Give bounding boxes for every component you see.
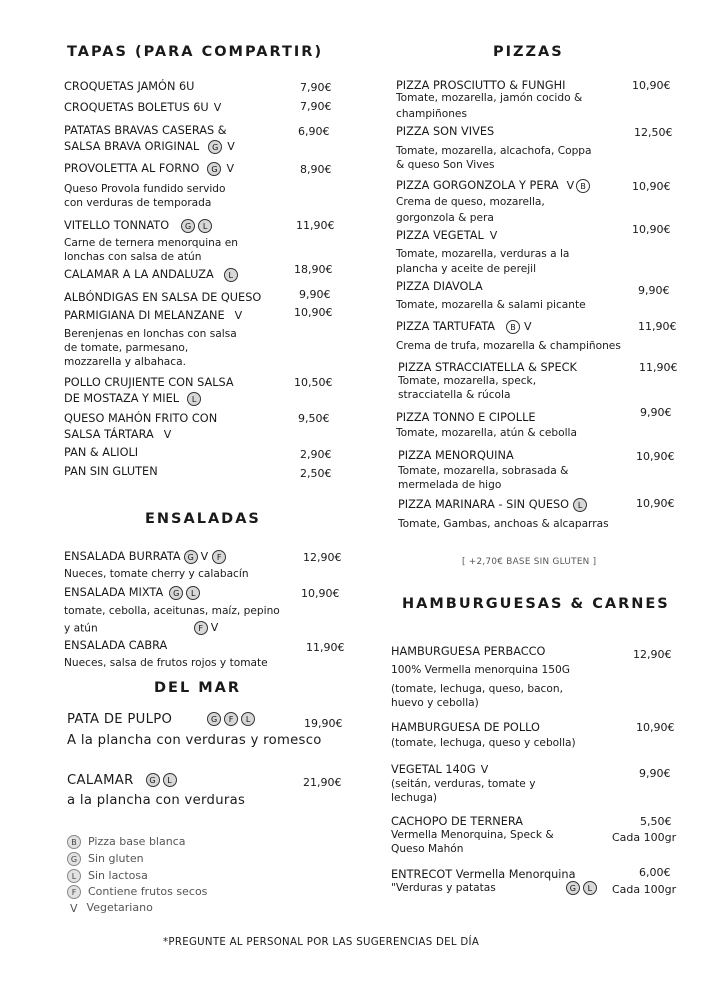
- tapas-item-name: [64, 268, 238, 282]
- lactose-free-icon: L: [187, 392, 201, 406]
- vegetarian-icon: V: [213, 101, 222, 114]
- pizza-item-name: [396, 229, 497, 243]
- tapas-item-name-line2: [64, 140, 235, 154]
- tapas-item-name: [64, 101, 221, 115]
- vegetarian-icon: V: [480, 763, 489, 776]
- tapas-item-price: 10,50€: [294, 376, 333, 389]
- legend-label: Vegetariano: [86, 901, 153, 914]
- tapas-item-name: CROQUETAS JAMÓN 6U: [64, 80, 195, 93]
- pizza-item-desc: Tomate, mozarella, alcachofa, Coppa: [396, 145, 592, 157]
- tapas-item-name: POLLO CRUJIENTE CON SALSA: [64, 376, 234, 389]
- ensalada-item-price: 10,90€: [301, 587, 340, 600]
- nuts-icon: F: [67, 885, 81, 899]
- white-base-icon: B: [506, 320, 520, 334]
- tapas-item-name: PAN & ALIOLI: [64, 446, 139, 459]
- pizza-item-desc: Tomate, Gambas, anchoas & alcaparras: [398, 518, 609, 530]
- ensalada-item-desc-text: y atún: [64, 622, 98, 635]
- vegetarian-icon: V: [489, 229, 498, 242]
- section-title-tapas: TAPAS (PARA COMPARTIR): [67, 44, 324, 60]
- pizza-item-label: PIZZA VEGETAL: [396, 229, 484, 242]
- pizza-item-desc: Tomate, mozarella, jamón cocido &: [396, 92, 583, 104]
- tapas-item-name: PATATAS BRAVAS CASERAS &: [64, 124, 227, 137]
- gluten-free-icon: G: [566, 881, 580, 895]
- tapas-item-name: [64, 162, 234, 176]
- burger-item-name: ENTRECOT Vermella Menorquina: [391, 868, 576, 881]
- pizza-item-desc: champiñones: [396, 108, 467, 120]
- vegetarian-icon: V: [234, 309, 243, 322]
- vegetarian-icon: V: [200, 550, 209, 563]
- section-title-pizzas: PIZZAS: [493, 44, 564, 60]
- tapas-item-desc: mozzarella y albahaca.: [64, 356, 186, 368]
- tapas-item-label: DE MOSTAZA Y MIEL: [64, 392, 180, 405]
- tapas-item-label: SALSA TÁRTARA: [64, 428, 154, 441]
- pizza-item-name: PIZZA PROSCIUTTO & FUNGHI: [396, 79, 566, 92]
- gluten-free-icon: G: [67, 852, 81, 866]
- vegetarian-icon: V: [226, 162, 234, 175]
- tapas-item-desc: lonchas con salsa de atún: [64, 251, 202, 263]
- white-base-icon: B: [67, 835, 81, 849]
- pizza-item-desc: mermelada de higo: [398, 479, 502, 491]
- daily-suggestions-note: *PREGUNTE AL PERSONAL POR LAS SUGERENCIAS DEL DÍA: [163, 937, 480, 948]
- lactose-free-icon: L: [198, 219, 212, 233]
- tapas-item-name: [64, 219, 212, 233]
- burger-item-desc: [391, 881, 597, 896]
- legend-label: Sin lactosa: [88, 869, 148, 882]
- pizza-item-price: 10,90€: [632, 180, 671, 193]
- pizza-item-desc: & queso Son Vives: [396, 159, 495, 171]
- gluten-free-icon: G: [181, 219, 195, 233]
- gluten-free-icon: G: [207, 712, 221, 726]
- pizza-item-desc: Crema de queso, mozarella,: [396, 196, 545, 208]
- pizza-item-desc: plancha y aceite de perejil: [396, 263, 537, 275]
- vegetarian-icon: V: [566, 179, 575, 192]
- burger-item-desc: (tomate, lechuga, queso, bacon,: [391, 683, 563, 695]
- legend-label: Sin gluten: [88, 852, 144, 865]
- ensalada-item-name: ENSALADA CABRA: [64, 639, 168, 652]
- gluten-free-icon: G: [184, 550, 198, 564]
- tapas-item-price: 2,50€: [300, 467, 332, 480]
- nuts-icon: F: [194, 621, 208, 635]
- burger-item-name: HAMBURGUESA DE POLLO: [391, 721, 540, 734]
- ensalada-item-label: ENSALADA BURRATA: [64, 550, 181, 563]
- burger-item-price: 6,00€: [639, 866, 671, 879]
- pizza-item-name: PIZZA TONNO E CIPOLLE: [396, 411, 536, 424]
- burger-item-price: 10,90€: [636, 721, 675, 734]
- ensalada-item-label: ENSALADA MIXTA: [64, 586, 164, 599]
- burger-item-price: 5,50€: [640, 815, 672, 828]
- mar-item-price: 21,90€: [303, 776, 342, 789]
- burger-item-unit: Cada 100gr: [612, 883, 677, 896]
- burger-item-price: 9,90€: [639, 767, 671, 780]
- gluten-free-icon: G: [146, 773, 160, 787]
- legend-label: Pizza base blanca: [88, 835, 186, 848]
- burger-item-desc: (tomate, lechuga, queso y cebolla): [391, 737, 576, 749]
- pizza-item-price: 12,50€: [634, 126, 673, 139]
- tapas-item-price: 2,90€: [300, 448, 332, 461]
- burger-item-desc: (seitán, verduras, tomate y: [391, 778, 536, 790]
- pizza-item-price: 11,90€: [639, 361, 678, 374]
- ensalada-item-price: 11,90€: [306, 641, 345, 654]
- mar-item-price: 19,90€: [304, 717, 343, 730]
- vegetarian-icon: V: [163, 428, 172, 441]
- burger-item-desc: lechuga): [391, 792, 438, 804]
- burger-item-desc-text: "Verduras y patatas: [391, 882, 496, 894]
- tapas-item-desc: Queso Provola fundido servido: [64, 183, 226, 195]
- lactose-free-icon: L: [186, 586, 200, 600]
- ensalada-item-name: [64, 586, 200, 600]
- gluten-free-icon: G: [169, 586, 183, 600]
- pizza-item-price: 9,90€: [640, 406, 672, 419]
- vegetarian-icon: V: [523, 320, 532, 333]
- burger-item-unit: Cada 100gr: [612, 831, 677, 844]
- nuts-icon: F: [212, 550, 226, 564]
- pizza-item-price: 11,90€: [638, 320, 677, 333]
- tapas-item-price: 7,90€: [300, 100, 332, 113]
- pizza-item-desc: Tomate, mozarella, sobrasada &: [398, 465, 569, 477]
- pizza-item-price: 10,90€: [636, 450, 675, 463]
- legend-item: [67, 869, 148, 883]
- tapas-item-price: 9,90€: [299, 288, 331, 301]
- ensalada-item-name: [64, 550, 226, 564]
- pizza-item-desc: stracciatella & rúcola: [398, 389, 511, 401]
- tapas-item-price: 6,90€: [298, 125, 330, 138]
- legend-label: Contiene frutos secos: [88, 885, 208, 898]
- gluten-free-base-note: [ +2,70€ BASE SIN GLUTEN ]: [462, 557, 597, 567]
- pizza-item-name: [398, 498, 587, 512]
- burger-item-name: HAMBURGUESA PERBACCO: [391, 645, 546, 658]
- legend-item: [67, 901, 153, 915]
- pizza-item-price: 10,90€: [636, 497, 675, 510]
- pizza-item-desc: Tomate, mozarella & salami picante: [396, 299, 586, 311]
- tapas-item-price: 7,90€: [300, 81, 332, 94]
- section-title-hamburguesas: HAMBURGUESAS & CARNES: [402, 596, 670, 612]
- lactose-free-icon: L: [241, 712, 255, 726]
- section-title-ensaladas: ENSALADAS: [145, 511, 261, 527]
- tapas-item-desc: con verduras de temporada: [64, 197, 212, 209]
- pizza-item-desc: Tomate, mozarella, speck,: [398, 375, 537, 387]
- pizza-item-name: [396, 179, 590, 193]
- tapas-item-label: PARMIGIANA DI MELANZANE: [64, 309, 225, 322]
- pizza-item-price: 10,90€: [632, 223, 671, 236]
- burger-item-desc: Queso Mahón: [391, 843, 464, 855]
- pizza-item-desc: gorgonzola & pera: [396, 212, 494, 224]
- tapas-item-price: 8,90€: [300, 163, 332, 176]
- tapas-item-price: 18,90€: [294, 263, 333, 276]
- white-base-icon: B: [576, 179, 590, 193]
- nuts-icon: F: [224, 712, 238, 726]
- pizza-item-name: PIZZA STRACCIATELLA & SPECK: [398, 361, 577, 374]
- mar-item-label: CALAMAR: [67, 773, 134, 788]
- burger-item-name: [391, 763, 488, 777]
- pizza-item-label: PIZZA TARTUFATA: [396, 320, 495, 333]
- ensalada-item-desc: [64, 621, 218, 636]
- tapas-item-price: 10,90€: [294, 306, 333, 319]
- tapas-item-label: CALAMAR A LA ANDALUZA: [64, 268, 214, 281]
- pizza-item-label: PIZZA GORGONZOLA Y PERA: [396, 179, 559, 192]
- pizza-item-label: PIZZA MARINARA - SIN QUESO: [398, 498, 570, 511]
- lactose-free-icon: L: [67, 869, 81, 883]
- pizza-item-name: PIZZA SON VIVES: [396, 125, 495, 138]
- pizza-item-name: PIZZA DIAVOLA: [396, 280, 483, 293]
- tapas-item-name-line2: [64, 428, 171, 442]
- mar-item-desc: A la plancha con verduras y romesco: [67, 733, 322, 748]
- tapas-item-name: ALBÓNDIGAS EN SALSA DE QUESO: [64, 291, 262, 304]
- lactose-free-icon: L: [573, 498, 587, 512]
- pizza-item-desc: Crema de trufa, mozarella & champiñones: [396, 340, 621, 352]
- vegetarian-icon: V: [70, 901, 78, 915]
- tapas-item-name: PAN SIN GLUTEN: [64, 465, 158, 478]
- legend-item: [67, 835, 186, 849]
- pizza-item-price: 9,90€: [638, 284, 670, 297]
- gluten-free-icon: G: [208, 140, 222, 154]
- tapas-item-price: 9,50€: [298, 412, 330, 425]
- burger-item-price: 12,90€: [633, 648, 672, 661]
- pizza-item-price: 10,90€: [632, 79, 671, 92]
- legend-item: [67, 885, 207, 899]
- tapas-item-label: PROVOLETTA AL FORNO: [64, 162, 200, 175]
- burger-item-desc: huevo y cebolla): [391, 697, 479, 709]
- pizza-item-name: PIZZA MENORQUINA: [398, 449, 514, 462]
- burger-item-desc: 100% Vermella menorquina 150G: [391, 664, 570, 676]
- burger-item-label: VEGETAL 140G: [391, 763, 476, 776]
- vegetarian-icon: V: [227, 140, 235, 153]
- tapas-item-label: CROQUETAS BOLETUS 6U: [64, 101, 209, 114]
- tapas-item-name-line2: [64, 392, 201, 406]
- lactose-free-icon: L: [163, 773, 177, 787]
- tapas-item-label: SALSA BRAVA ORIGINAL: [64, 140, 200, 153]
- ensalada-item-desc: Nueces, salsa de frutos rojos y tomate: [64, 657, 268, 669]
- vegetarian-icon: V: [210, 621, 219, 634]
- mar-item-name: [67, 773, 177, 788]
- ensalada-item-price: 12,90€: [303, 551, 342, 564]
- pizza-item-desc: Tomate, mozarella, atún & cebolla: [396, 427, 577, 439]
- tapas-item-label: VITELLO TONNATO: [64, 219, 170, 232]
- legend-item: [67, 852, 144, 866]
- gluten-free-icon: G: [207, 162, 221, 176]
- tapas-item-name: QUESO MAHÓN FRITO CON: [64, 412, 218, 425]
- pizza-item-name: [396, 320, 531, 334]
- section-title-del-mar: DEL MAR: [154, 680, 242, 696]
- tapas-item-desc: Berenjenas en lonchas con salsa: [64, 328, 237, 340]
- tapas-item-desc: Carne de ternera menorquina en: [64, 237, 238, 249]
- burger-item-name: CACHOPO DE TERNERA: [391, 815, 524, 828]
- tapas-item-name: [64, 309, 242, 323]
- mar-item-label: PATA DE PULPO: [67, 712, 173, 727]
- tapas-item-price: 11,90€: [296, 219, 335, 232]
- pizza-item-desc: Tomate, mozarella, verduras a la: [396, 248, 570, 260]
- ensalada-item-desc: Nueces, tomate cherry y calabacín: [64, 568, 249, 580]
- lactose-free-icon: L: [224, 268, 238, 282]
- mar-item-desc: a la plancha con verduras: [67, 793, 246, 808]
- mar-item-name: [67, 712, 255, 727]
- burger-item-desc: Vermella Menorquina, Speck &: [391, 829, 554, 841]
- ensalada-item-desc: tomate, cebolla, aceitunas, maíz, pepino: [64, 605, 280, 617]
- tapas-item-desc: de tomate, parmesano,: [64, 342, 189, 354]
- lactose-free-icon: L: [583, 881, 597, 895]
